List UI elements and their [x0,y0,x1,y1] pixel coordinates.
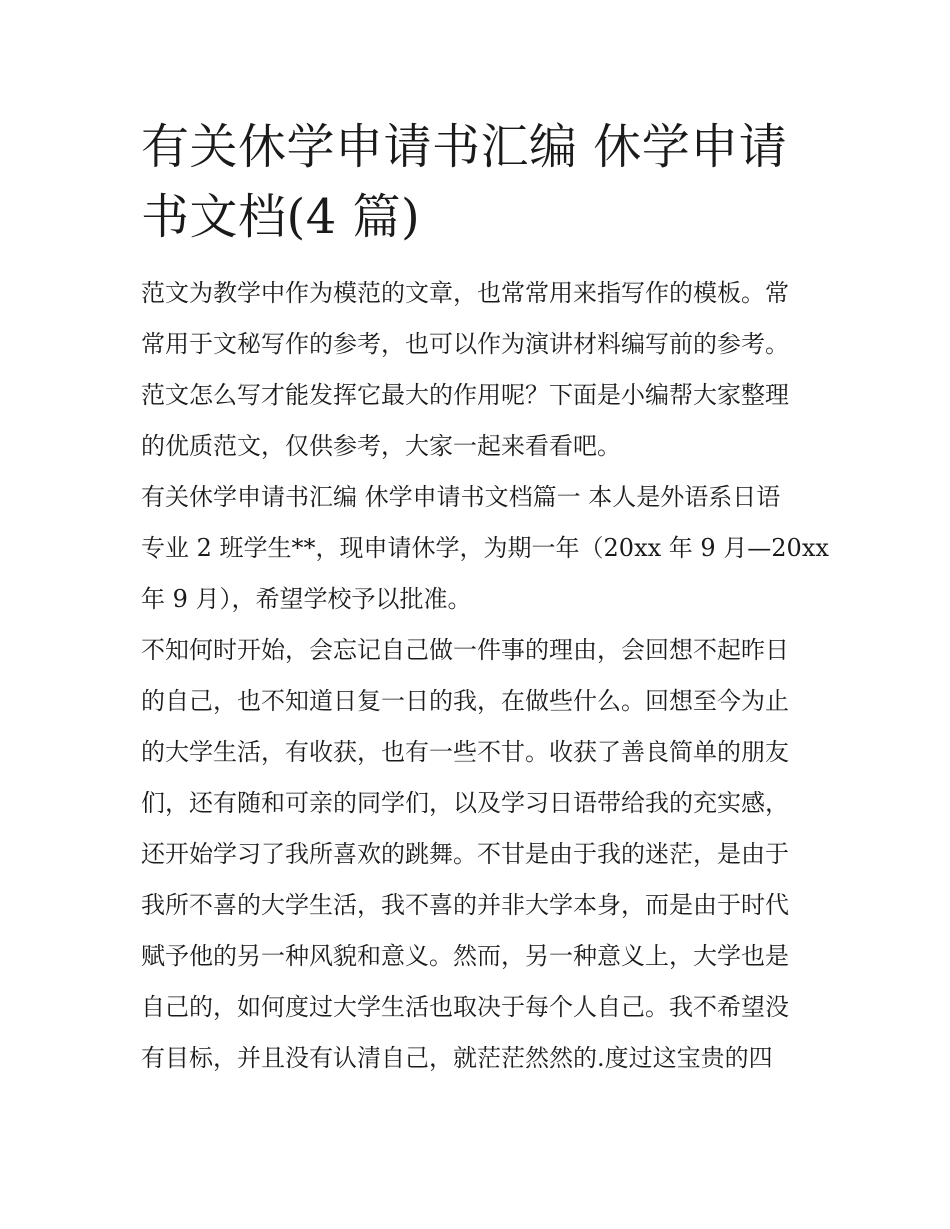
paragraph-line: 自己的，如何度过大学生活也取决于每个人自己。我不希望没 [141,993,789,1021]
paragraph-line: 还开始学习了我所喜欢的跳舞。不甘是由于我的迷茫，是由于 [141,840,789,868]
paragraph-line: 的优质范文，仅供参考，大家一起来看看吧。 [141,432,621,460]
reason-paragraph [141,625,813,1084]
paragraph-line: 的自己，也不知道日复一日的我，在做些什么。回想至今为止 [141,687,789,715]
request-paragraph [141,472,829,625]
paragraph-line: 我所不喜的大学生活，我不喜的并非大学本身，而是由于时代 [141,891,789,919]
paragraph-line: 范文为教学中作为模范的文章，也常常用来指写作的模板。常 [141,279,789,307]
document-title [141,112,813,252]
paragraph-line: 有关休学申请书汇编 休学申请书文档篇一 本人是外语系日语 [141,483,781,511]
paragraph-line: 范文怎么写才能发挥它最大的作用呢？下面是小编帮大家整理 [141,381,789,409]
paragraph-line: 不知何时开始，会忘记自己做一件事的理由，会回想不起昨日 [141,636,789,664]
paragraph-line: 专业 2 班学生**，现申请休学，为期一年（20xx 年 9 月—20xx [141,534,829,562]
paragraph-line: 常用于文秘写作的参考，也可以作为演讲材料编写前的参考。 [141,330,789,358]
paragraph-line: 的大学生活，有收获，也有一些不甘。收获了善良简单的朋友 [141,738,789,766]
document-page [141,112,829,1084]
paragraph-line: 年 9 月），希望学校予以批准。 [141,585,472,613]
paragraph-line: 赋予他的另一种风貌和意义。然而，另一种意义上，大学也是 [141,942,789,970]
spacer [141,252,813,268]
title-line: 书文档(4 篇) [141,189,421,245]
paragraph-line: 们，还有随和可亲的同学们，以及学习日语带给我的充实感， [141,789,789,817]
title-line: 有关休学申请书汇编 休学申请 [141,119,788,175]
paragraph-line: 有目标，并且没有认清自己，就茫茫然然的.度过这宝贵的四 [141,1044,773,1072]
intro-paragraph [141,268,813,472]
